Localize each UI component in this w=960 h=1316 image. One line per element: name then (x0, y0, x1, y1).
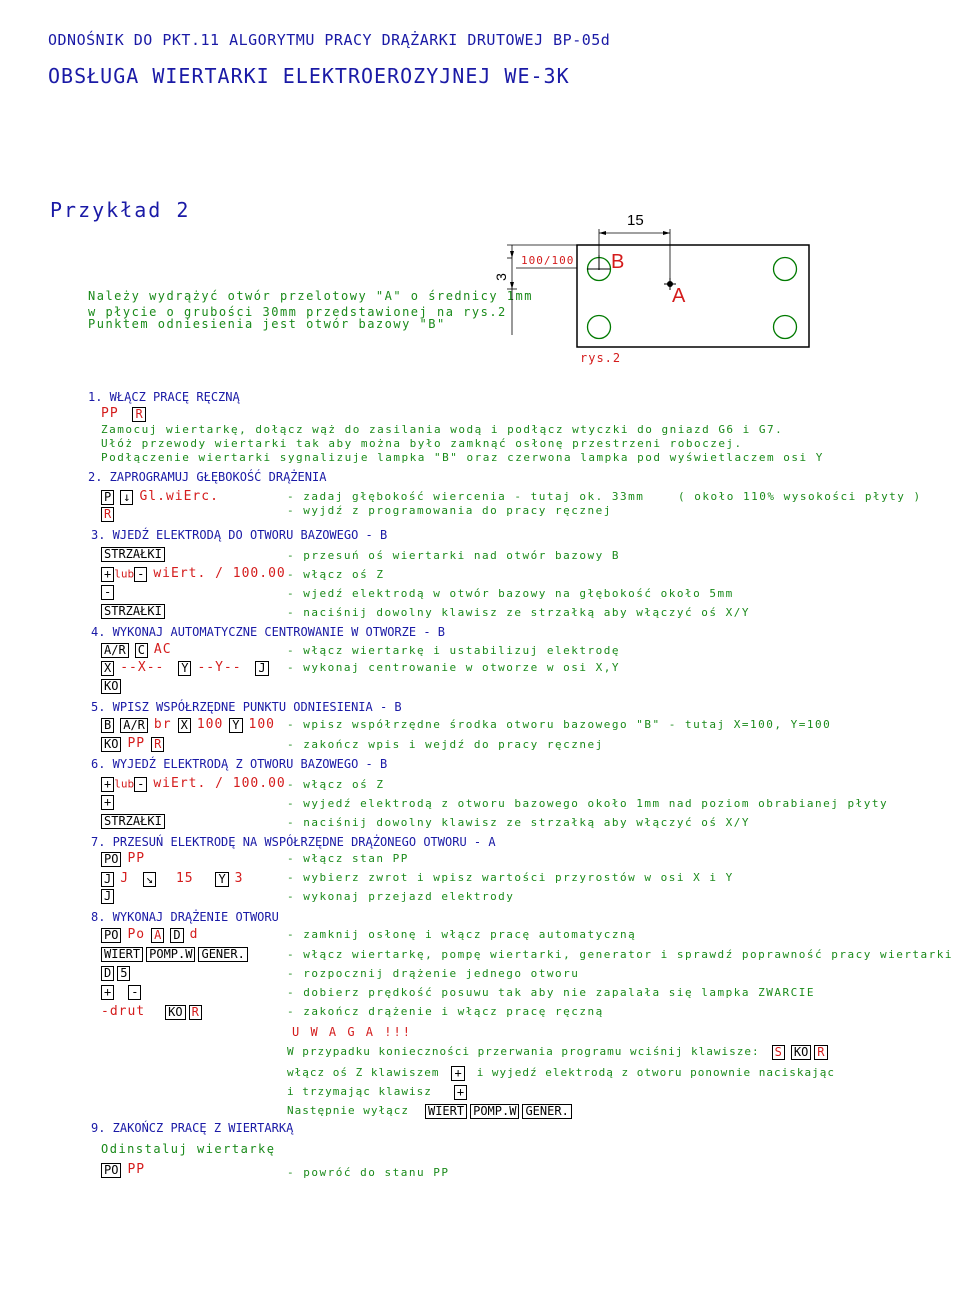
description-line1: Należy wydrążyć otwór przelotowy "A" o średnicy 1mm (88, 289, 533, 303)
step1-keys (101, 406, 152, 423)
step3-title: 3. WJEDŹ ELEKTRODĄ DO OTWORU BAZOWEGO - B (91, 528, 388, 542)
key-plus[interactable]: + (451, 1066, 464, 1081)
step3-d1: - przesuń oś wiertarki nad otwór bazowy B (287, 549, 621, 562)
dimension-3-label: 3 (492, 273, 509, 281)
key-p[interactable]: P (101, 490, 114, 505)
dimension-15-label: 15 (627, 212, 644, 229)
description-line3: Punktem odniesienia jest otwór bazowy "B" (88, 317, 446, 331)
key-strzalki[interactable]: STRZAŁKI (101, 604, 165, 619)
x-value: 100 (196, 717, 224, 732)
step5-title: 5. WPISZ WSPÓŁRZĘDNE PUNKTU ODNIESIENIA - B (91, 700, 402, 714)
step9-title: 9. ZAKOŃCZ PRACĘ Z WIERTARKĄ (91, 1121, 294, 1135)
coord-label: 100/100 (521, 254, 575, 267)
step2-desc1: - zadaj głębokość wiercenia - tutaj ok. 33mm (287, 490, 645, 503)
label-a: A (672, 285, 686, 307)
description-line2: w płycie o grubości 30mm przedstawionej na rys.2 (88, 305, 507, 319)
key-y[interactable]: Y (229, 718, 242, 733)
d-text: d (189, 927, 199, 942)
key-c[interactable]: C (135, 643, 148, 658)
technical-drawing (0, 0, 960, 380)
key-ko[interactable]: KO (791, 1045, 811, 1060)
step9-line: Odinstaluj wiertarkę (101, 1142, 276, 1156)
header-line1: ODNOŚNIK DO PKT.11 ALGORYTMU PRACY DRĄŻARKI DRUTOWEJ BP-05d (48, 31, 611, 49)
step4-title: 4. WYKONAJ AUTOMATYCZNE CENTROWANIE W OTWORZE - B (91, 625, 446, 639)
step7-row3 (101, 889, 120, 905)
warning-text2b: i wyjedź elektrodą z otworu ponownie naciskając (476, 1066, 835, 1079)
key-pomp-w[interactable]: POMP.W (470, 1104, 519, 1119)
key-r[interactable]: R (151, 737, 164, 752)
step7-row2 (101, 871, 250, 888)
step3-row3 (101, 585, 120, 601)
key-ko[interactable]: KO (101, 679, 121, 694)
key-minus[interactable]: - (128, 985, 141, 1000)
key-gener[interactable]: GENER. (522, 1104, 571, 1119)
key-gener[interactable]: GENER. (198, 947, 247, 962)
key-a[interactable]: A (151, 928, 164, 943)
key-r[interactable]: R (132, 407, 145, 422)
step4-row3 (101, 679, 127, 695)
warning-line4 (287, 1103, 578, 1120)
warning-text1: W przypadku konieczności przerwania programu wciśnij klawisze: (287, 1045, 760, 1058)
key-b[interactable]: B (101, 718, 114, 733)
key-arrow-down[interactable]: ↓ (120, 490, 133, 505)
lub-text: lub (114, 567, 135, 581)
key-d[interactable]: D (170, 928, 183, 943)
j-text: J (120, 871, 130, 886)
step6-d2: - wyjedź elektrodą z otworu bazowego około 1mm nad poziom obrabianej płyty (287, 797, 889, 810)
key-strzalki[interactable]: STRZAŁKI (101, 814, 165, 829)
step9-row1 (101, 1162, 151, 1179)
y-text: --Y-- (197, 660, 242, 675)
key-pomp-w[interactable]: POMP.W (146, 947, 195, 962)
key-d[interactable]: D (101, 966, 114, 981)
y-value: 100 (248, 717, 276, 732)
step3-d3: - wjedź elektrodą w otwór bazowy na głębokość około 5mm (287, 587, 734, 600)
step6-row2 (101, 795, 120, 811)
step9-d1: - powróć do stanu PP (287, 1166, 450, 1179)
step8-d3: - rozpocznij drążenie jednego otworu (287, 967, 580, 980)
key-ko[interactable]: KO (101, 737, 121, 752)
key-5[interactable]: 5 (117, 966, 130, 981)
step2-keys2 (101, 507, 120, 523)
label-b: B (611, 251, 625, 273)
key-po[interactable]: PO (101, 1163, 121, 1178)
step1-line2: Ułóż przewody wiertarki tak aby można było zamknąć osłonę przestrzeni roboczej. (101, 437, 743, 450)
step3-row1 (101, 547, 171, 563)
pp-state: PP (127, 851, 146, 866)
step8-row4 (101, 985, 147, 1001)
key-plus[interactable]: + (454, 1085, 467, 1100)
step2-title: 2. ZAPROGRAMUJ GŁĘBOKOŚĆ DRĄŻENIA (88, 470, 327, 484)
depth-display: Gl.wiErc. (139, 489, 219, 504)
key-r[interactable]: R (814, 1045, 827, 1060)
x-text: --X-- (120, 660, 165, 675)
key-ar[interactable]: A/R (101, 643, 129, 658)
header-line2: OBSŁUGA WIERTARKI ELEKTROEROZYJNEJ WE-3K (48, 64, 570, 88)
warning-title: U W A G A !!! (292, 1025, 412, 1039)
step8-d2: - włącz wiertarkę, pompę wiertarki, generator i sprawdź poprawność pracy wiertarki (287, 948, 954, 961)
key-plus[interactable]: + (101, 795, 114, 810)
step8-row1 (101, 927, 204, 944)
key-po[interactable]: PO (101, 928, 121, 943)
po-text: Po (127, 927, 146, 942)
step8-row3 (101, 966, 136, 982)
step4-row2 (101, 660, 275, 677)
warning-text4: Następnie wyłącz (287, 1104, 409, 1117)
step3-d4: - naciśnij dowolny klawisz ze strzałką aby włączyć oś X/Y (287, 606, 750, 619)
step4-d1: - włącz wiertarkę i ustabilizuj elektrodę (287, 644, 621, 657)
step7-d3: - wykonaj przejazd elektrody (287, 890, 515, 903)
value-15: 15 (175, 871, 194, 886)
hole-top-right (774, 258, 797, 281)
step6-title: 6. WYJEDŹ ELEKTRODĄ Z OTWORU BAZOWEGO - B (91, 757, 388, 771)
key-y[interactable]: Y (178, 661, 191, 676)
key-po[interactable]: PO (101, 852, 121, 867)
step8-row5 (101, 1004, 208, 1021)
step8-title: 8. WYKONAJ DRĄŻENIE OTWORU (91, 910, 279, 924)
step7-row1 (101, 851, 151, 868)
warning-text3: i trzymając klawisz (287, 1085, 432, 1098)
warning-line1 (287, 1044, 834, 1061)
figure-caption: rys.2 (580, 351, 622, 365)
step7-d2: - wybierz zwrot i wpisz wartości przyrostów w osi X i Y (287, 871, 734, 884)
key-ar[interactable]: A/R (120, 718, 148, 733)
step6-row1 (101, 776, 292, 793)
key-y[interactable]: Y (215, 872, 228, 887)
value-3: 3 (234, 871, 244, 886)
example-title: Przykład 2 (50, 198, 191, 222)
step5-d2: - zakończ wpis i wejdź do pracy ręcznej (287, 738, 604, 751)
step1-title: 1. WŁĄCZ PRACĘ RĘCZNĄ (88, 390, 240, 404)
step1-line1: Zamocuj wiertarkę, dołącz wąż do zasilania wodą i podłącz wtyczki do gniazd G6 i G7. (101, 423, 784, 436)
ac-text: AC (153, 642, 172, 657)
key-plus[interactable]: + (101, 985, 114, 1000)
warning-line2 (287, 1065, 841, 1082)
drut-text: -drut (101, 1004, 146, 1019)
key-ko[interactable]: KO (165, 1005, 185, 1020)
step6-row3 (101, 814, 171, 830)
step2-keys (101, 489, 225, 506)
key-arrow-diagonal[interactable]: ↘ (143, 872, 156, 887)
step3-row2 (101, 566, 292, 583)
key-r[interactable]: R (101, 507, 114, 522)
step3-d2: - włącz oś Z (287, 568, 385, 581)
br-text: br (153, 717, 172, 732)
step7-d1: - włącz stan PP (287, 852, 409, 865)
key-j[interactable]: J (101, 872, 114, 887)
hole-bottom-right (774, 316, 797, 339)
step2-desc2: - wyjdź z programowania do pracy ręcznej (287, 504, 612, 517)
step5-row1 (101, 717, 281, 734)
key-wiert[interactable]: WIERT (425, 1104, 467, 1119)
step6-d3: - naciśnij dowolny klawisz ze strzałką aby włączyć oś X/Y (287, 816, 750, 829)
step1-line3: Podłączenie wiertarki sygnalizuje lampka "B" oraz czerwona lampka pod wyświetlaczem osi Y (101, 451, 824, 464)
step8-row2 (101, 947, 254, 963)
step2-desc1b: ( około 110% wysokości płyty ) (678, 490, 922, 503)
key-wiert[interactable]: WIERT (101, 947, 143, 962)
step3-row4 (101, 604, 171, 620)
warning-line3 (287, 1084, 473, 1101)
pp-state: PP (127, 736, 146, 751)
step8-d5: - zakończ drążenie i włącz pracę ręczną (287, 1005, 604, 1018)
key-j[interactable]: J (101, 889, 114, 904)
step8-d4: - dobierz prędkość posuwu tak aby nie zapalała się lampka ZWARCIE (287, 986, 815, 999)
drill-display: wiErt. / 100.00 (153, 776, 286, 791)
key-x[interactable]: X (178, 718, 191, 733)
key-j[interactable]: J (255, 661, 268, 676)
key-plus[interactable]: + (101, 777, 114, 792)
step4-row1 (101, 642, 178, 659)
key-x[interactable]: X (101, 661, 114, 676)
key-minus[interactable]: - (134, 567, 147, 582)
key-strzalki[interactable]: STRZAŁKI (101, 547, 165, 562)
step8-d1: - zamknij osłonę i włącz pracę automatyczną (287, 928, 637, 941)
key-s[interactable]: S (772, 1045, 785, 1060)
warning-text2a: włącz oś Z klawiszem (287, 1066, 440, 1079)
key-r[interactable]: R (189, 1005, 202, 1020)
lub-text: lub (114, 777, 135, 791)
pp-state: PP (101, 406, 119, 421)
step5-row2 (101, 736, 170, 753)
step5-d1: - wpisz współrzędne środka otworu bazowego "B" - tutaj X=100, Y=100 (287, 718, 832, 731)
step6-d1: - włącz oś Z (287, 778, 385, 791)
step4-d2: - wykonaj centrowanie w otworze w osi X,Y (287, 661, 621, 674)
key-plus[interactable]: + (101, 567, 114, 582)
step7-title: 7. PRZESUŃ ELEKTRODĘ NA WSPÓŁRZĘDNE DRĄŻONEGO OTWORU - A (91, 835, 496, 849)
key-minus[interactable]: - (101, 585, 114, 600)
drill-display: wiErt. / 100.00 (153, 566, 286, 581)
pp-state: PP (127, 1162, 146, 1177)
key-minus[interactable]: - (134, 777, 147, 792)
hole-bottom-left (588, 316, 611, 339)
